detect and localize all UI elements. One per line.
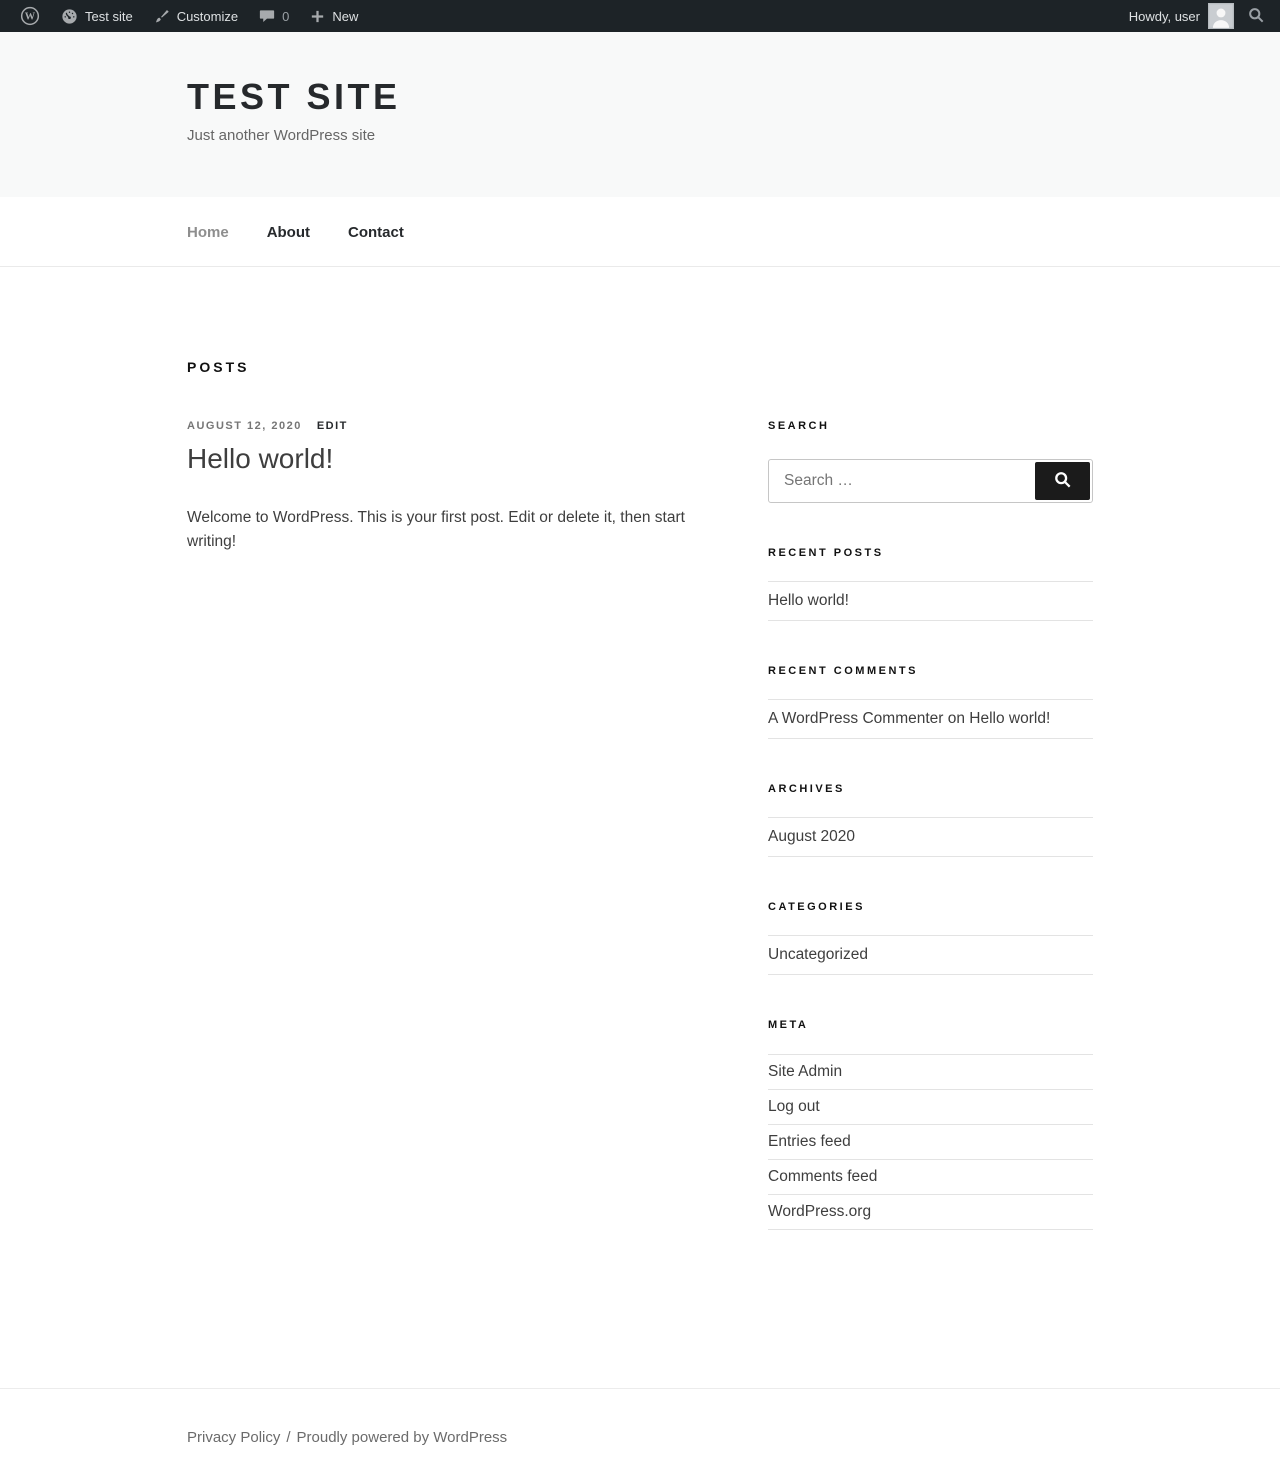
sidebar bbox=[768, 420, 1093, 1274]
list-item bbox=[768, 1125, 1093, 1160]
comments-button[interactable] bbox=[248, 0, 299, 32]
admin-bar bbox=[0, 0, 1280, 32]
post-meta bbox=[187, 420, 687, 433]
widget-title: META bbox=[768, 1019, 809, 1032]
new-label: New bbox=[332, 8, 359, 24]
recent-comments-widget bbox=[768, 665, 1093, 739]
admin-bar-left bbox=[0, 0, 368, 32]
list-item bbox=[768, 700, 1093, 739]
site-admin-link[interactable]: Site Admin bbox=[768, 1062, 843, 1080]
footer-separator: / bbox=[286, 1428, 291, 1446]
post-body: Welcome to WordPress. This is your first post. Edit or delete it, then start writing! bbox=[187, 508, 685, 550]
list-item bbox=[768, 1195, 1093, 1230]
posts-column bbox=[187, 360, 687, 1274]
customize-button[interactable] bbox=[143, 0, 248, 32]
site-name-label: Test site bbox=[85, 8, 133, 24]
category-link[interactable]: Uncategorized bbox=[768, 946, 868, 964]
brush-icon bbox=[153, 7, 171, 25]
site-header bbox=[0, 32, 1280, 197]
dashboard-gauge-icon bbox=[60, 7, 79, 26]
admin-bar-site-name[interactable] bbox=[50, 0, 143, 32]
new-content-button[interactable] bbox=[299, 0, 368, 32]
admin-bar-right bbox=[1129, 3, 1280, 29]
wordpress-logo-icon bbox=[20, 6, 40, 26]
main-content bbox=[0, 267, 1280, 1388]
search-widget bbox=[768, 420, 1093, 503]
primary-navigation bbox=[0, 197, 1280, 267]
search-submit-button[interactable] bbox=[1035, 462, 1090, 500]
site-tagline: Just another WordPress site bbox=[187, 127, 376, 144]
admin-search-icon[interactable] bbox=[1246, 5, 1266, 28]
entries-feed-link[interactable]: Entries feed bbox=[768, 1132, 851, 1150]
plus-icon bbox=[309, 8, 326, 25]
search-form bbox=[768, 459, 1093, 503]
recent-comment-link[interactable]: A WordPress Commenter on Hello world! bbox=[768, 710, 1051, 728]
list-item bbox=[768, 1055, 1093, 1090]
recent-posts-widget bbox=[768, 547, 1093, 621]
post-title-link[interactable]: Hello world! bbox=[187, 443, 334, 475]
howdy-label: Howdy, user bbox=[1128, 8, 1200, 24]
widget-title: ARCHIVES bbox=[768, 783, 845, 796]
list-item bbox=[768, 936, 1093, 975]
posts-section-title: POSTS bbox=[187, 359, 250, 375]
my-account-button[interactable] bbox=[1129, 3, 1234, 29]
widget-title: CATEGORIES bbox=[768, 901, 865, 914]
list-item bbox=[768, 1090, 1093, 1125]
comments-count: 0 bbox=[282, 8, 290, 24]
meta-widget bbox=[768, 1019, 1093, 1229]
list-item bbox=[768, 582, 1093, 621]
post-date-link[interactable]: AUGUST 12, 2020 bbox=[187, 420, 302, 432]
search-icon bbox=[1052, 469, 1073, 493]
recent-post-link[interactable]: Hello world! bbox=[768, 592, 849, 610]
nav-item-about[interactable]: About bbox=[266, 224, 311, 241]
log-out-link[interactable]: Log out bbox=[768, 1097, 820, 1115]
nav-item-home[interactable]: Home bbox=[187, 224, 229, 241]
site-footer bbox=[0, 1388, 1280, 1484]
widget-title: RECENT COMMENTS bbox=[768, 665, 918, 678]
categories-widget bbox=[768, 901, 1093, 975]
post-hello-world bbox=[187, 420, 687, 554]
user-avatar bbox=[1208, 3, 1234, 29]
privacy-policy-link[interactable]: Privacy Policy bbox=[187, 1428, 281, 1446]
widget-title: RECENT POSTS bbox=[768, 547, 884, 560]
comments-feed-link[interactable]: Comments feed bbox=[768, 1167, 878, 1185]
customize-label: Customize bbox=[176, 8, 239, 24]
post-edit-link[interactable]: EDIT bbox=[316, 420, 348, 432]
list-item bbox=[768, 818, 1093, 857]
wordpress-org-link[interactable]: WordPress.org bbox=[768, 1202, 872, 1220]
nav-item-contact[interactable]: Contact bbox=[348, 224, 404, 241]
wordpress-menu-button[interactable] bbox=[10, 0, 50, 32]
list-item bbox=[768, 1160, 1093, 1195]
search-widget-title: SEARCH bbox=[768, 420, 830, 432]
svg-text:W: W bbox=[24, 11, 36, 23]
powered-by-link[interactable]: Proudly powered by WordPress bbox=[296, 1428, 508, 1446]
comment-bubble-icon bbox=[258, 7, 276, 25]
site-title[interactable]: TEST SITE bbox=[187, 76, 401, 117]
archives-widget bbox=[768, 783, 1093, 857]
archive-link[interactable]: August 2020 bbox=[768, 828, 856, 846]
